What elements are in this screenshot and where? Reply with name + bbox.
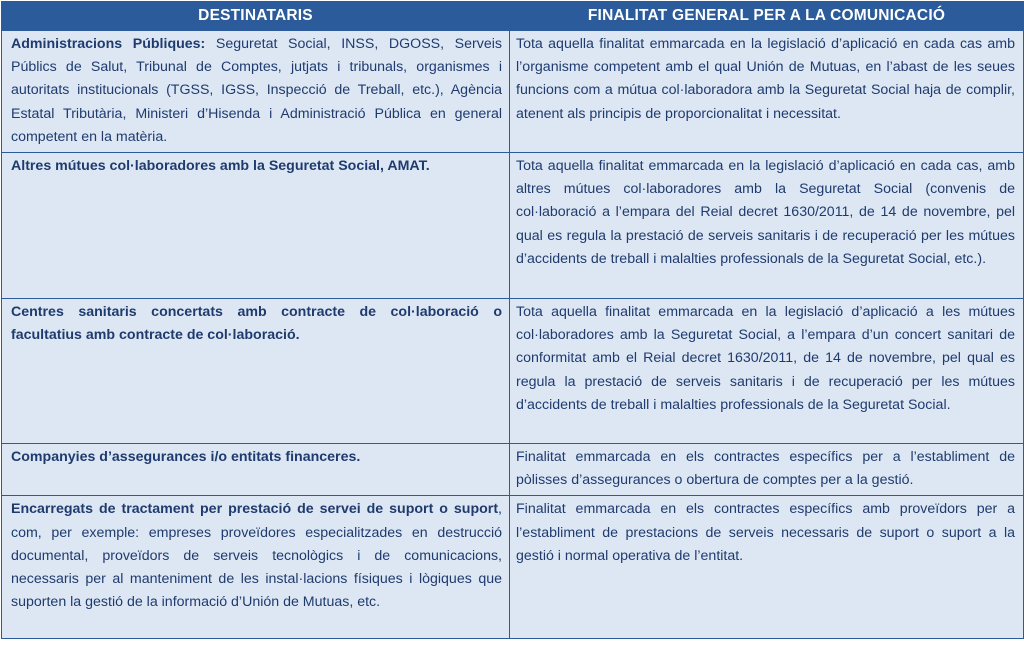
destinatari-detail: Seguretat Social, INSS, DGOSS, Serveis Públics de Salut, Tribunal de Comptes, jutjats i tribunals, organismes i autoritats institucionals (TGSS, IGSS, Inspecció de Treball, etc.), Agència Estatal Tributària, Ministeri d’Hisenda i Administració Pública en general competent en la matèria.	[11, 36, 502, 145]
table-row	[2, 299, 1024, 444]
destinatari-title: Administracions Públiques:	[11, 36, 206, 52]
header-destinataris: DESTINATARIS	[2, 2, 510, 31]
recipients-table	[1, 1, 1024, 639]
destinatari-title: Centres sanitaris concertats amb contracte de col·laboració o facultatius amb contracte de col·laboració.	[11, 304, 502, 344]
destinatari-title: Encarregats de tractament per prestació de servei de suport o suport	[11, 501, 499, 518]
finalitat-cell: Finalitat emmarcada en els contractes específics per a l’establiment de pòlisses d’assegurances o obertura de comptes per a la gestió.	[510, 444, 1024, 496]
table-row	[2, 153, 1024, 299]
destinatari-cell	[2, 31, 510, 153]
destinatari-cell	[2, 299, 510, 444]
finalitat-cell: Tota aquella finalitat emmarcada en la legislació d’aplicació en cada cas, amb altres mútues col·laboradores amb la Seguretat Social (convenis de col·laboració a l’empara del Reial decret 1630/2011, de 14 de novembre, pel qual es regula la prestació de serveis sanitaris i de recuperació per les mútues d’accidents de treball i malalties professionals de la Seguretat Social, etc.).	[510, 153, 1024, 299]
finalitat-cell: Tota aquella finalitat emmarcada en la legislació d’aplicació en cada cas amb l’organisme competent amb el qual Unión de Mutuas, en l’abast de les seues funcions com a mútua col·laboradora amb la Seguretat Social haja de complir, atenent als principis de proporcionalitat i necessitat.	[510, 31, 1024, 153]
destinatari-title: Companyies d’assegurances i/o entitats financeres.	[11, 449, 361, 466]
destinatari-detail: , com, per exemple: empreses proveïdores especialitzades en destrucció documental, proveïdors de serveis tecnològics i de comunicacions, necessaris per al manteniment de les instal·lacions físiques i lògiques que suporten la gestió de la informació d’Unión de Mutuas, etc.	[11, 501, 502, 611]
destinatari-cell	[2, 496, 510, 639]
table-header-row	[2, 2, 1024, 31]
header-finalitat: FINALITAT GENERAL PER A LA COMUNICACIÓ	[510, 2, 1024, 31]
finalitat-cell: Finalitat emmarcada en els contractes específics amb proveïdors per a l’establiment de prestacions de serveis necessaris de suport o suport a la gestió i normal operativa de l’entitat.	[510, 496, 1024, 639]
destinatari-title: Altres mútues col·laboradores amb la Seguretat Social, AMAT.	[11, 158, 430, 175]
table-row	[2, 31, 1024, 153]
finalitat-cell: Tota aquella finalitat emmarcada en la legislació d’aplicació a les mútues col·laboradores amb la Seguretat Social, a l’empara d’un concert sanitari de conformitat amb el Reial decret 1630/2011, de 14 de novembre, pel qual es regula la prestació de serveis sanitaris i de recuperació per les mútues d’accidents de treball i malalties professionals de la Seguretat Social.	[510, 299, 1024, 444]
destinatari-cell	[2, 444, 510, 496]
table-row	[2, 444, 1024, 496]
table-row	[2, 496, 1024, 639]
destinatari-cell	[2, 153, 510, 299]
